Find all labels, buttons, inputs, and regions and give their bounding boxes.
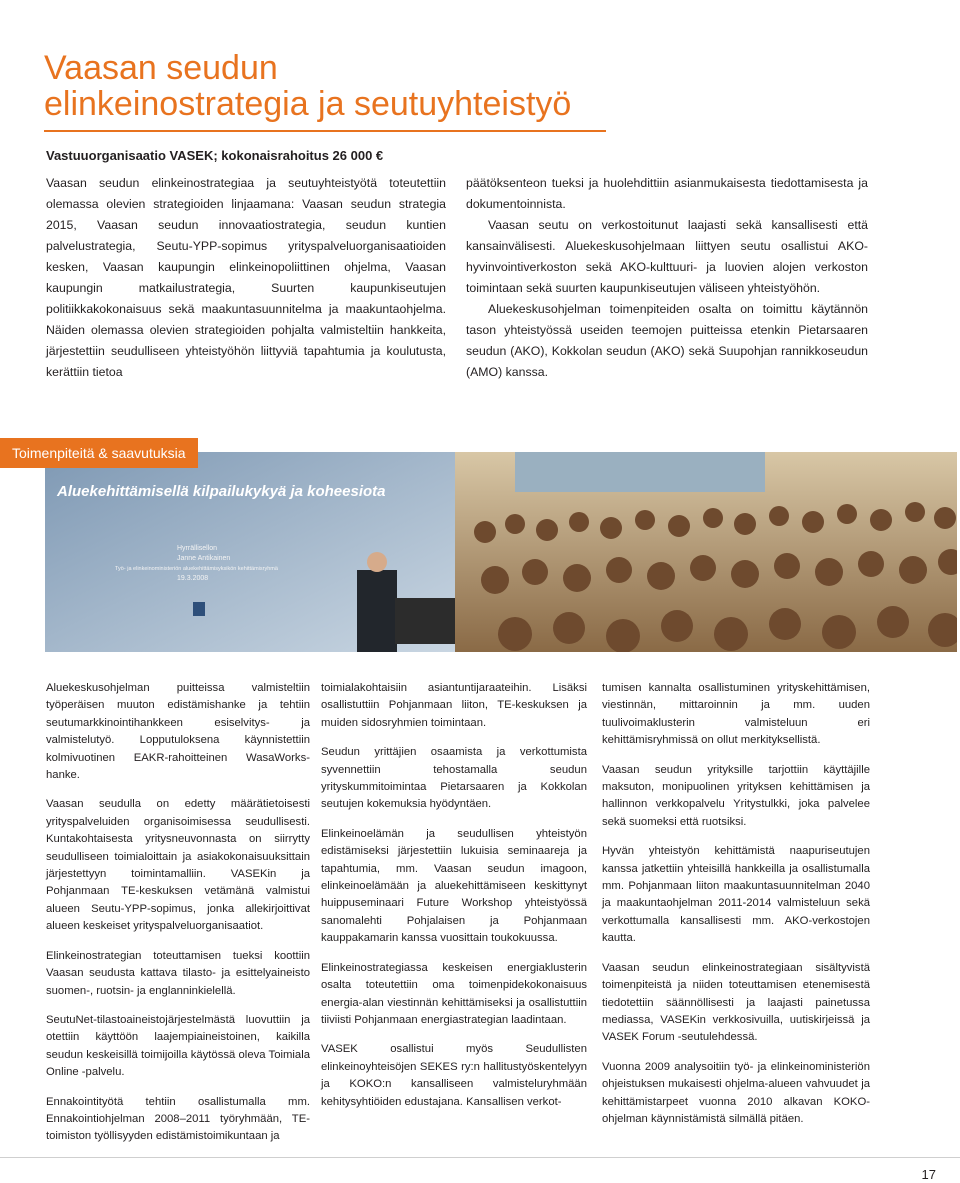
section-tag: Toimenpiteitä & saavutuksia (0, 438, 198, 468)
intro-right-column (466, 173, 868, 383)
slide-name-1: Hyrrällisellon (177, 545, 218, 552)
speaker-head (367, 552, 387, 572)
seminar-photo (45, 452, 957, 652)
body-paragraph: Vuonna 2009 analysoitiin työ- ja elinkeinoministeriön ohjeistuksen mukaisesti ohjelma-alueen vahvuudet ja kehittämistarpeet vuonna 2010 alkavan KOKO-ohjelman käynnistämistä silmällä pitäen. (602, 1060, 870, 1125)
page-title (44, 50, 624, 122)
body-paragraph: Hyvän yhteistyön kehittämistä naapuriseutujen kanssa jatkettiin yhteisillä hankkeilla ja osallistumalla mm. Pohjanmaan liiton maakuntasuunnitelman 2040 ja maakuntaohjelman 2011-2014 valmisteluun sekä verkottumalla kansallisesti mm. AKO-verkostojen kautta. (602, 845, 870, 945)
page-number: 17 (921, 1167, 936, 1182)
body-column-1 (46, 680, 310, 1158)
title-line-2: elinkeinostrategia ja seutuyhteistyö (44, 85, 572, 123)
body-paragraph: Ennakointityötä tehtiin osallistumalla mm. Ennakointiohjelman 2008–2011 työryhmään, TE-toimiston työllisyyden edistämistoimikuntaan ja (46, 1095, 310, 1143)
intro-left-column (46, 173, 446, 383)
slide-detail: Työ- ja elinkeinoministeriön aluekehittämisyksikön kehittämisryhmä (115, 566, 278, 572)
body-column-3 (602, 680, 870, 1140)
body-column-2 (321, 680, 587, 1123)
body-paragraph: Elinkeinostrategian toteuttamisen tueksi koottiin Vaasan seudusta kattava tilasto- ja esittelyaineisto suomen-, ruotsin- ja englanninkielellä. (46, 949, 310, 997)
room-windows (515, 452, 765, 492)
body-paragraph: toimialakohtaisiin asiantuntijaraateihin. Lisäksi osallistuttiin Pohjanmaan liiton, TE-keskuksen ja muiden sidosryhmien toimintaan. (321, 682, 587, 729)
body-paragraph: tumisen kannalta osallistuminen yrityskehittämisen, viestinnän, mittaroinnin ja mm. uuden tuulivoimaklusterin valmisteluun eri kehittämisryhmissä on ollut merkityksellistä. (602, 682, 870, 747)
body-paragraph: Vaasan seudun elinkeinostrategiaan sisältyvistä toimenpiteistä ja niiden toteuttamisen etenemisestä tiedotettiin säännöllisesti ja laajasti painetussa mediassa, VASEKin verkkosivuilla, uutiskirjeissä ja VASEK Forum -seutulehdessä. (602, 961, 870, 1044)
body-paragraph: Elinkeinostrategiassa keskeisen energiaklusterin osalta toteutettiin oma toimenpidekokonaisuus energia-alan viestinnän kehittämiseksi ja osallistuttiin tiiviisti Pohjanmaan energiastrategian laadintaan. (321, 961, 587, 1026)
title-underline (44, 130, 606, 132)
body-paragraph: Vaasan seudun yrityksille tarjottiin käyttäjille maksuton, monipuolinen yrityksen kehittämisen ja hallinnon verkkopalvelu Yritystulkki, joka palvelee sekä suomeksi että ruotsiksi. (602, 763, 870, 828)
slide-name-2: Janne Antikainen (177, 555, 231, 562)
body-paragraph: VASEK osallistui myös Seudullisten elinkeinoyhteisöjen SEKES ry:n hallitustyöskentelyyn ja KOKO:n kansalliseen valmisteluryhmään kehitysyhtiöiden edustajana. Kansallisen verkot- (321, 1043, 587, 1108)
body-paragraph: Aluekeskusohjelman puitteissa valmisteltiin työperäisen muuton edistämishanke ja tehtiin seutumarkkinointihankkeen esiselvitys- ja valmistelutyö. Lopputuloksena käynnistettiin kolmivuotinen EAKR-rahoitteinen WasaWorks-hanke. (46, 682, 310, 782)
slide-logo (193, 602, 205, 616)
intro-right-paragraph: päätöksenteon tueksi ja huolehdittiin asianmukaisesta tiedottamisesta ja dokumentoinnista. (466, 176, 868, 211)
body-paragraph: Vaasan seudulla on edetty määrätietoisesti yrityspalveluiden organisoimisessa seudullisesti. Kuntakohtaisesta yritysneuvonnasta on siirrytty seudulliseen toimialoittain ja asiakokonaisuuksittain järjestettyyn toimintamalliin. VASEKin ja Pohjanmaan TE-keskuksen vetämänä valmistui alueen Seutu-YPP-sopimus, jonka allekirjoittivat alueen keskeiset yrityspalveluorganisaatiot. (46, 798, 310, 933)
body-paragraph: SeutuNet-tilastoaineistojärjestelmästä luovuttiin ja otettiin käyttöön laajempiaineistoinen, kaikilla seudun keskeisillä toimijoilla käytössä oleva Toimiala Online -palvelu. (46, 1013, 310, 1079)
body-paragraph: Seudun yrittäjien osaamista ja verkottumista syvennettiin tehostamalla seudun yrityskummitoimintaa Pietarsaaren ja Kokkolan seutujen kokemuksia hyödyntäen. (321, 746, 587, 811)
intro-left-paragraph: Vaasan seudun elinkeinostrategiaa ja seutuyhteistyötä toteutettiin olemassa olevien strategioiden linjaamana: Vaasan seudun strategia 2015, Vaasan seudun innovaatiostrategia, seudun kuntien palvelustrategia, Seutu-YPP-sopimus yrityspalveluorganisaatioiden kesken, Vaasan kaupungin elinkeinopoliittinen ohjelma, Vaasan kaupungin matkailustrategia, Suurten kaupunkiseutujen politiikkakokonaisuus sekä maakuntasuunnitelma ja maakuntaohjelma. Näiden olemassa olevien strategioiden pohjalta valmisteltiin hankkeita, järjestettiin seudulliseen yhteistyöhön liittyviä tapahtumia ja koulutusta, kerättiin tietoa (46, 176, 446, 379)
intro-right-paragraph: Vaasan seutu on verkostoitunut laajasti sekä kansallisesti että kansainvälisesti. Aluekeskusohjelmaan liittyen seutu osallistui AKO-hyvinvointiverkoston sekä AKO-kulttuuri- ja luovien alojen verkoston toimintaan sekä suurten kaupunkiseutujen väliseen yhteistyöhön. (466, 218, 868, 295)
slide-title: Aluekehittämisellä kilpailukykyä ja koheesiota (57, 483, 386, 500)
slide-date: 19.3.2008 (177, 575, 209, 582)
footer-divider (0, 1157, 960, 1158)
subheading: Vastuuorganisaatio VASEK; kokonaisrahoitus 26 000 € (46, 148, 384, 163)
speaker-figure (357, 570, 397, 652)
title-line-1: Vaasan seudun (44, 49, 278, 87)
intro-right-paragraph: Aluekeskusohjelman toimenpiteiden osalta on toimittu käytännön tason yhteistyössä useiden teemojen puitteissa etenkin Pietarsaaren seudun (AKO), Kokkolan seudun (AKO) sekä Suupohjan rannikkoseudun (AMO) kanssa. (466, 302, 868, 379)
body-paragraph: Elinkeinoelämän ja seudullisen yhteistyön edistämiseksi järjestettiin lukuisia seminaareja ja tapahtumia, mm. Vaasan seudun imagoon, elinkeinoelämään ja aluekehittämiseen keskittynyt huippuseminaari Future Workshop yhteistyössä sanomalehti Pohjalaisen ja Pohjanmaan kauppakamarin kanssa vuosittain toukokuussa. (321, 827, 587, 945)
